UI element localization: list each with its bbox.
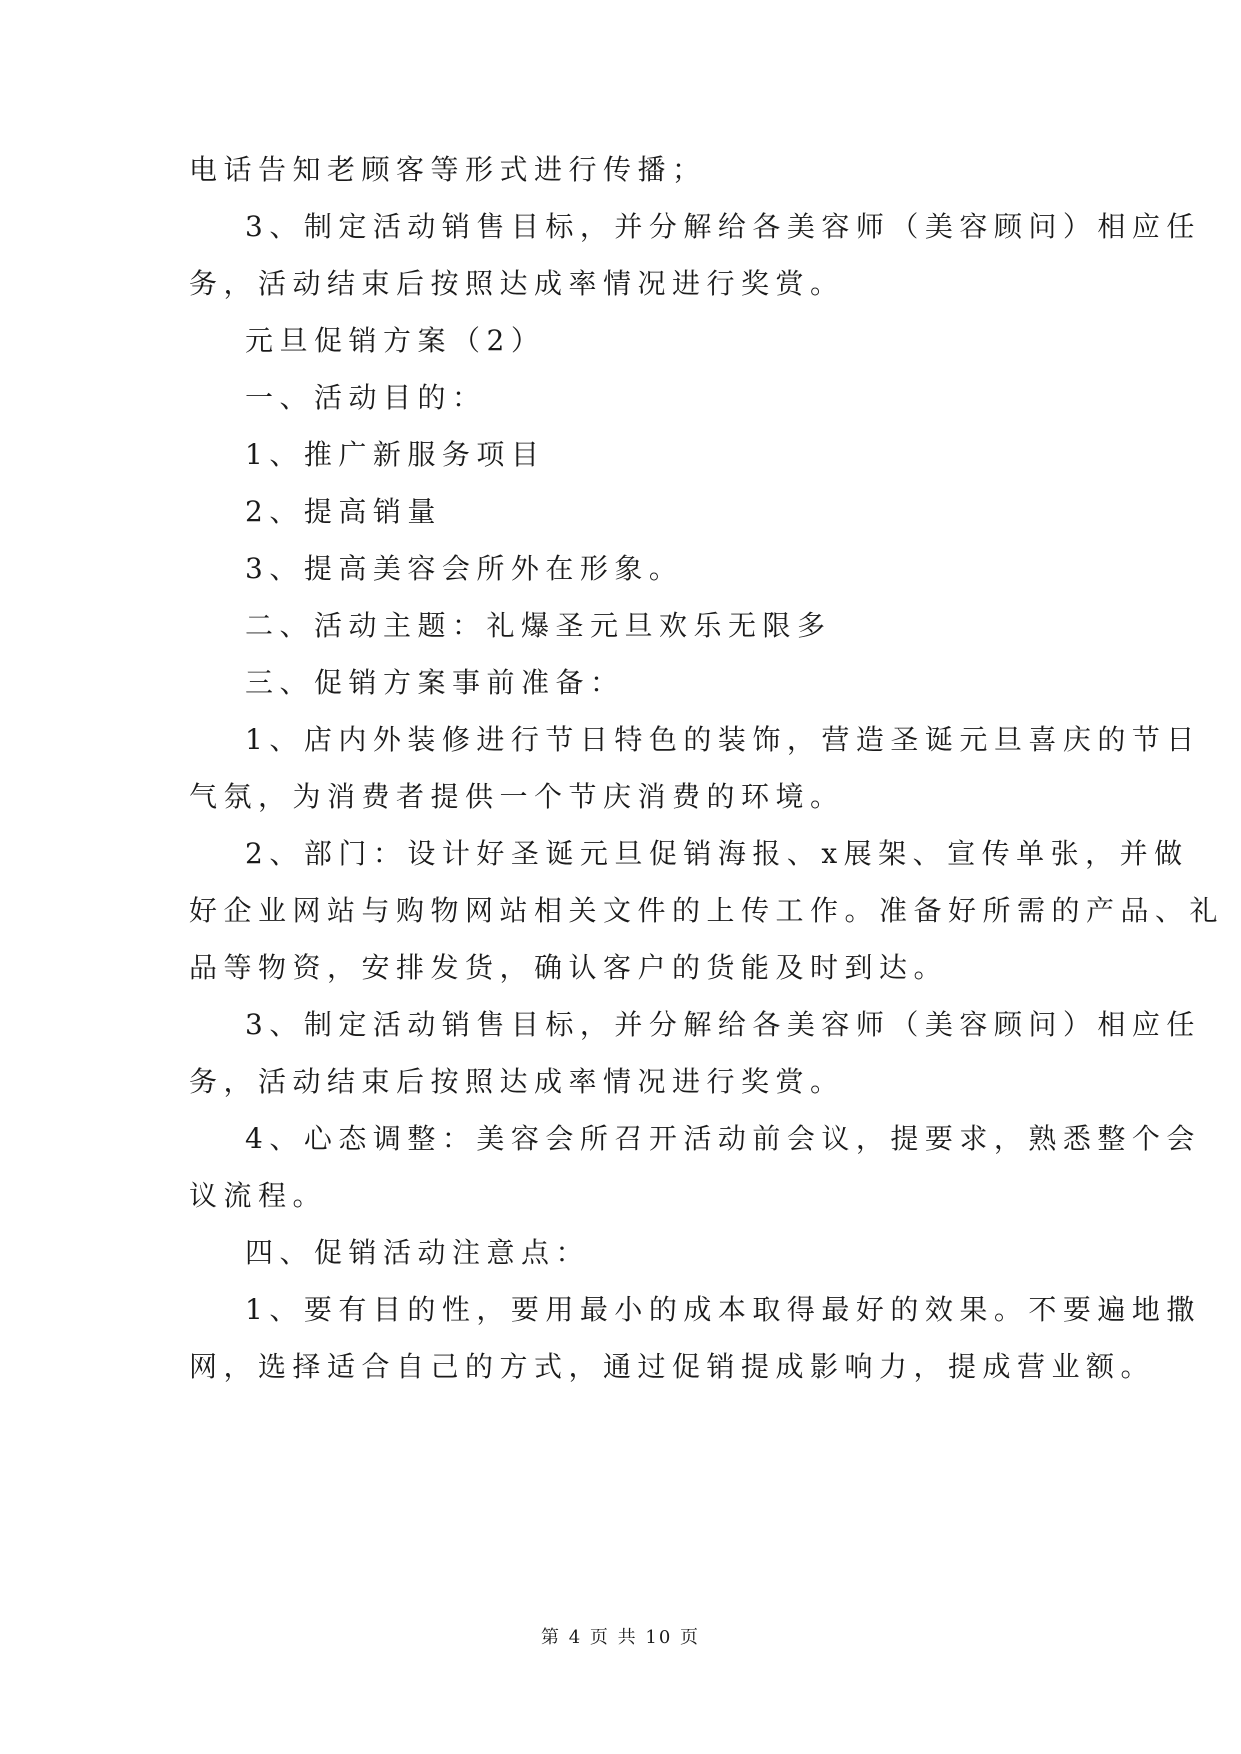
paragraph-line: 1、店内外装修进行节日特色的装饰，营造圣诞元旦喜庆的节日	[245, 723, 1201, 756]
paragraph-line: 网，选择适合自己的方式，通过促销提成影响力，提成营业额。	[189, 1350, 1156, 1383]
paragraph-line: 气氛，为消费者提供一个节庆消费的环境。	[189, 780, 845, 813]
section-heading: 一、活动目的：	[245, 381, 487, 414]
list-item: 3、提高美容会所外在形象。	[245, 552, 684, 585]
paragraph-line: 3、制定活动销售目标，并分解给各美容师（美容顾问）相应任	[245, 210, 1201, 243]
paragraph-line: 3、制定活动销售目标，并分解给各美容师（美容顾问）相应任	[245, 1008, 1201, 1041]
paragraph-line: 1、要有目的性，要用最小的成本取得最好的效果。不要遍地撒	[245, 1293, 1201, 1326]
paragraph-line: 务，活动结束后按照达成率情况进行奖赏。	[189, 267, 845, 300]
footer-middle: 页 共	[589, 1627, 638, 1648]
footer-prefix: 第	[540, 1627, 561, 1648]
paragraph-line: 4、心态调整：美容会所召开活动前会议，提要求，熟悉整个会	[245, 1122, 1201, 1155]
page-footer	[0, 1626, 1241, 1650]
paragraph-line: 务，活动结束后按照达成率情况进行奖赏。	[189, 1065, 845, 1098]
list-item: 1、推广新服务项目	[245, 438, 546, 471]
list-item: 2、提高销量	[245, 495, 442, 528]
current-page-number: 4	[568, 1627, 583, 1648]
section-heading: 四、促销活动注意点：	[245, 1236, 591, 1269]
paragraph-line: 议流程。	[189, 1179, 328, 1212]
section-heading: 三、促销方案事前准备：	[245, 666, 625, 699]
footer-suffix: 页	[680, 1627, 701, 1648]
paragraph-line: 好企业网站与购物网站相关文件的上传工作。准备好所需的产品、礼	[189, 894, 1225, 927]
total-page-count: 10	[645, 1627, 673, 1648]
paragraph-line: 品等物资，安排发货，确认客户的货能及时到达。	[189, 951, 949, 984]
section-subtitle: 元旦促销方案（2）	[245, 324, 546, 357]
section-heading: 二、活动主题：礼爆圣元旦欢乐无限多	[245, 609, 832, 642]
paragraph-line: 电话告知老顾客等形式进行传播；	[189, 153, 707, 186]
paragraph-line: 2、部门：设计好圣诞元旦促销海报、x展架、宣传单张，并做	[245, 837, 1189, 870]
